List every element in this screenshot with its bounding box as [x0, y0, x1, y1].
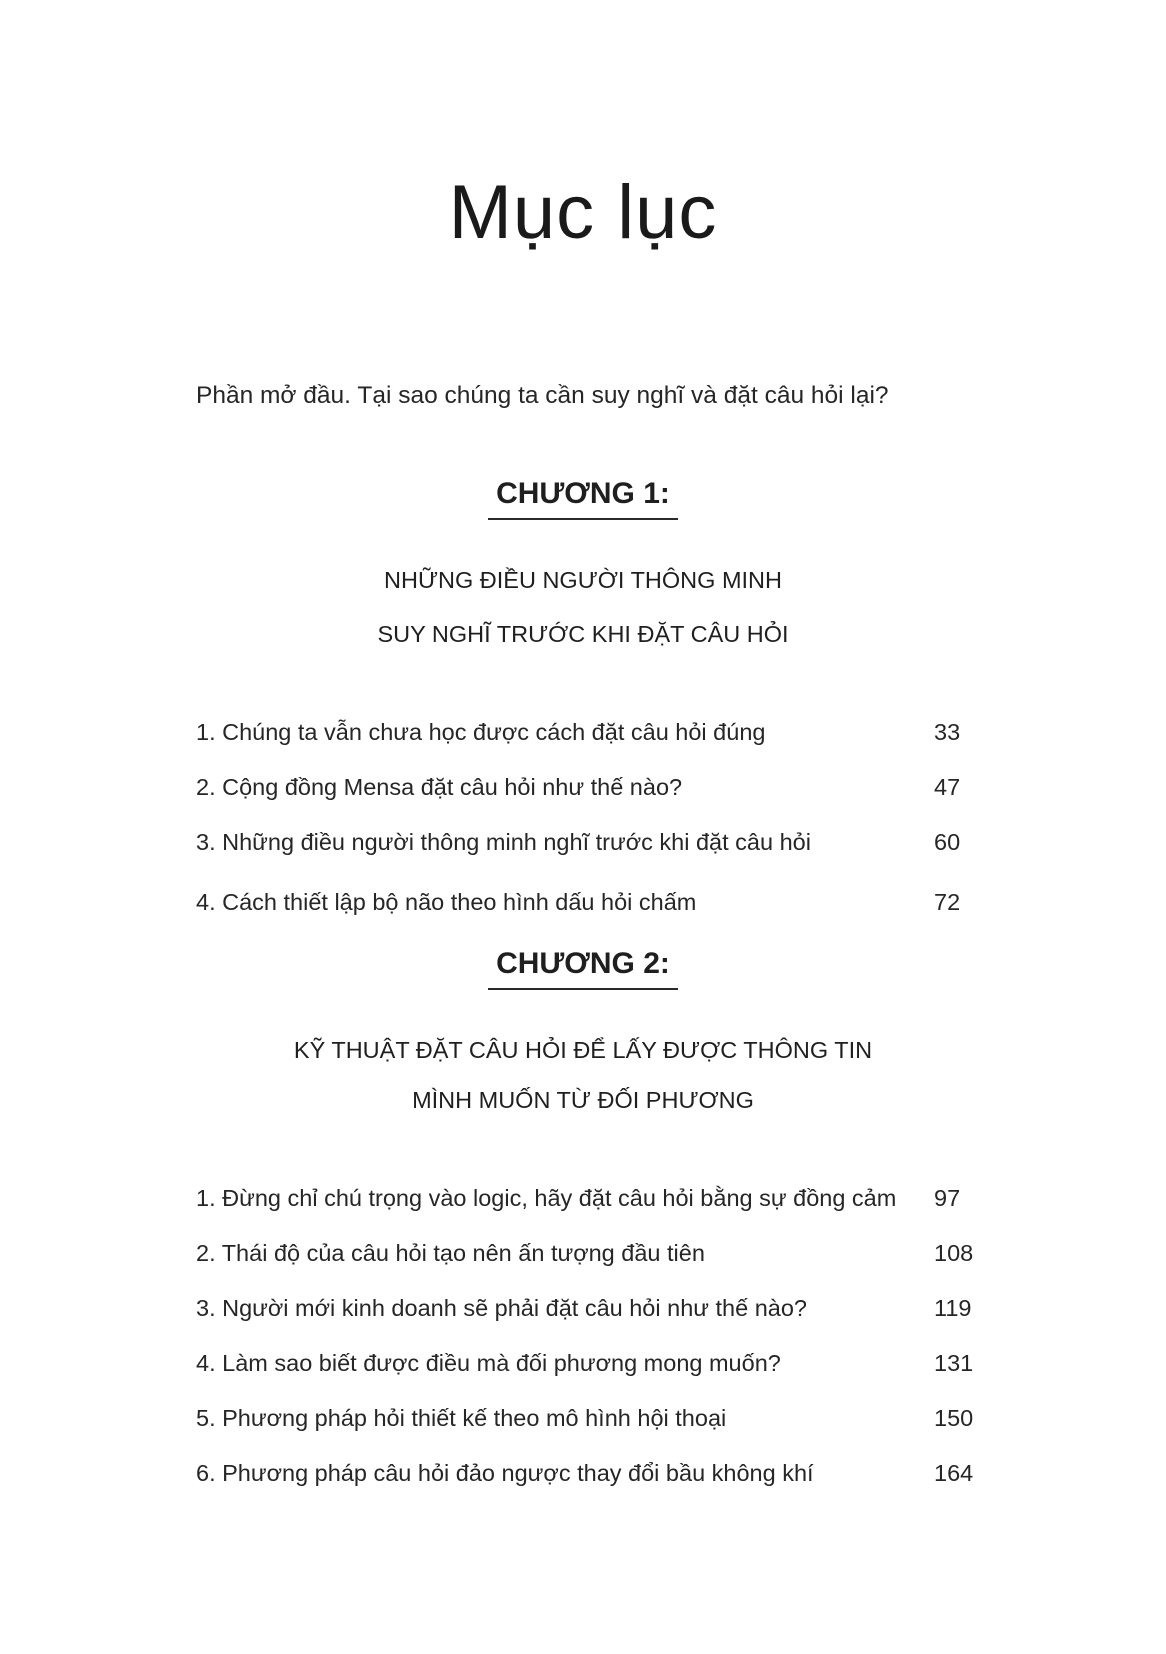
page-title: Mục lục — [448, 170, 718, 255]
toc-entry-page: 72 — [934, 889, 961, 915]
toc-entry — [196, 716, 976, 748]
toc-entry — [196, 771, 976, 803]
toc-entry-title: 3. Người mới kinh doanh sẽ phải đặt câu hỏi như thế nào? — [196, 1295, 807, 1321]
toc-entry — [196, 1347, 976, 1379]
toc-entry-title: 3. Những điều người thông minh nghĩ trước khi đặt câu hỏi — [196, 829, 811, 855]
intro-entry: Phần mở đầu. Tại sao chúng ta cần suy nghĩ và đặt câu hỏi lại? — [196, 382, 889, 409]
toc-entry-title: 2. Cộng đồng Mensa đặt câu hỏi như thế nào? — [196, 774, 683, 800]
toc-entry-page: 150 — [934, 1405, 974, 1431]
toc-entry-page: 97 — [934, 1185, 961, 1211]
toc-entry — [196, 1182, 976, 1214]
toc-entry-page: 164 — [934, 1460, 974, 1486]
toc-entry — [196, 886, 976, 918]
chapter-subtitle-line: MÌNH MUỐN TỪ ĐỐI PHƯƠNG — [412, 1087, 754, 1113]
toc-entry-page: 33 — [934, 719, 961, 745]
chapter-label: CHƯƠNG 1: — [488, 476, 678, 520]
chapter-subtitle-line: KỸ THUẬT ĐẶT CÂU HỎI ĐỂ LẤY ĐƯỢC THÔNG TIN — [293, 1037, 873, 1063]
chapter-2 — [0, 946, 1166, 1486]
toc-entry — [196, 1402, 976, 1434]
chapter-subtitle-line: NHỮNG ĐIỀU NGƯỜI THÔNG MINH — [384, 567, 782, 593]
toc-entry-title: 1. Đừng chỉ chú trọng vào logic, hãy đặt câu hỏi bằng sự đồng cảm — [196, 1185, 897, 1211]
toc-entry — [196, 1237, 976, 1269]
toc-entry-page: 47 — [934, 774, 961, 800]
chapter-subtitle-line: SUY NGHĨ TRƯỚC KHI ĐẶT CÂU HỎI — [377, 621, 789, 647]
toc-entry-page: 131 — [934, 1350, 974, 1376]
chapter-label: CHƯƠNG 2: — [488, 946, 678, 990]
toc-entry-page: 119 — [934, 1295, 972, 1321]
toc-entry-title: 1. Chúng ta vẫn chưa học được cách đặt câu hỏi đúng — [196, 719, 766, 745]
toc-entry — [196, 1457, 976, 1489]
toc-entry-title: 2. Thái độ của câu hỏi tạo nên ấn tượng đầu tiên — [196, 1240, 705, 1266]
toc-entry — [196, 826, 976, 858]
toc-entry-page: 60 — [934, 829, 961, 855]
toc-entry-title: 4. Cách thiết lập bộ não theo hình dấu hỏi chấm — [196, 889, 697, 915]
toc-entry-title: 6. Phương pháp câu hỏi đảo ngược thay đổi bầu không khí — [196, 1460, 814, 1486]
chapter-1 — [0, 476, 1166, 915]
toc-entry-title: 4. Làm sao biết được điều mà đối phương mong muốn? — [196, 1350, 781, 1376]
toc-entry-page: 108 — [934, 1240, 974, 1266]
toc-entry — [196, 1292, 976, 1324]
toc-entry-title: 5. Phương pháp hỏi thiết kế theo mô hình hội thoại — [196, 1405, 727, 1431]
